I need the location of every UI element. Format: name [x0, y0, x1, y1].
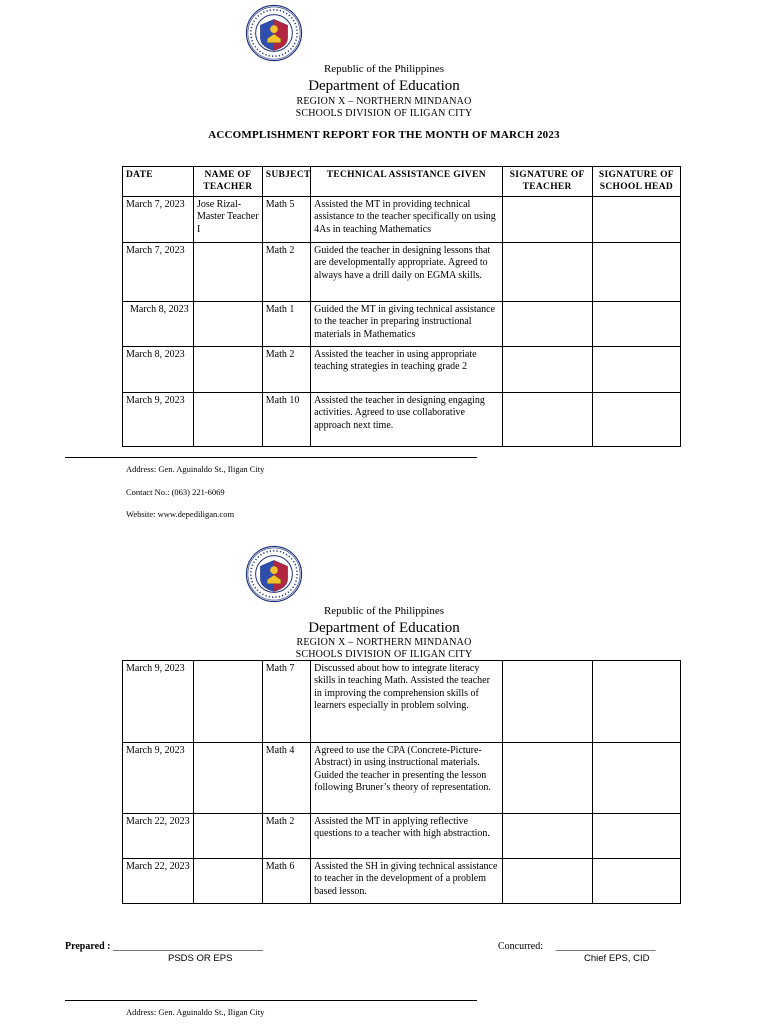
table-row	[123, 347, 681, 393]
cell-assistance: Assisted the MT in providing technical assistance to the teacher specifically on using 4As in teaching Mathematics	[311, 197, 502, 243]
header-signature-teacher: SIGNATURE OF TEACHER	[502, 167, 592, 197]
cell-subject: Math 2	[262, 814, 310, 859]
division-heading: SCHOOLS DIVISION OF ILIGAN CITY	[295, 108, 473, 119]
table-row	[123, 197, 681, 243]
republic-heading: Republic of the Philippines	[323, 605, 445, 617]
footer-contact: Contact No.: (063) 221-6069	[126, 487, 225, 497]
footer-divider	[65, 1000, 477, 1001]
cell-date: March 8, 2023	[123, 347, 194, 393]
cell-date: March 22, 2023	[123, 859, 194, 904]
cell-signature-teacher	[502, 393, 592, 447]
cell-signature-teacher	[502, 347, 592, 393]
cell-signature-teacher	[502, 661, 592, 743]
cell-assistance: Guided the teacher in designing lessons that are developmentally appropriate. Agreed to always have a drill daily on EGMA skills.	[311, 243, 502, 302]
cell-subject: Math 2	[262, 347, 310, 393]
cell-signature-head	[592, 859, 680, 904]
cell-date: March 22, 2023	[123, 814, 194, 859]
report-title: ACCOMPLISHMENT REPORT FOR THE MONTH OF MARCH 2023	[208, 129, 560, 141]
prepared-signature-line: ______________________________	[112, 941, 263, 952]
cell-signature-head	[592, 814, 680, 859]
table-row	[123, 814, 681, 859]
cell-date: March 7, 2023	[123, 243, 194, 302]
header-teacher-name: NAME OF TEACHER	[193, 167, 262, 197]
table-row	[123, 393, 681, 447]
prepared-label: Prepared :	[65, 941, 111, 952]
region-heading: REGION X – NORTHERN MINDANAO	[296, 637, 472, 648]
cell-teacher	[193, 393, 262, 447]
header-signature-school-head: SIGNATURE OF SCHOOL HEAD	[592, 167, 680, 197]
concurred-signature-line: ____________________	[555, 941, 656, 952]
cell-signature-teacher	[502, 743, 592, 814]
department-heading: Department of Education	[308, 620, 460, 636]
division-heading: SCHOOLS DIVISION OF ILIGAN CITY	[295, 649, 473, 660]
cell-signature-teacher	[502, 197, 592, 243]
table-row	[123, 859, 681, 904]
cell-signature-teacher	[502, 814, 592, 859]
cell-subject: Math 7	[262, 661, 310, 743]
accomplishment-table-page2	[122, 660, 681, 904]
cell-subject: Math 2	[262, 243, 310, 302]
cell-teacher: Jose Rizal- Master Teacher I	[193, 197, 262, 243]
cell-signature-head	[592, 302, 680, 347]
concurred-label: Concurred:	[498, 941, 543, 952]
cell-teacher	[193, 347, 262, 393]
deped-seal-logo	[245, 545, 303, 603]
header-subject: SUBJECT	[262, 167, 310, 197]
table-row	[123, 243, 681, 302]
cell-assistance: Assisted the MT in applying reflective questions to a teacher with high abstraction.	[311, 814, 502, 859]
region-heading: REGION X – NORTHERN MINDANAO	[296, 96, 472, 107]
cell-assistance: Assisted the SH in giving technical assistance to teacher in the development of a problem based lesson.	[311, 859, 502, 904]
cell-signature-head	[592, 393, 680, 447]
prepared-role: PSDS OR EPS	[168, 953, 233, 964]
footer-address: Address: Gen. Aguinaldo St., Iligan City	[126, 464, 265, 474]
cell-date: March 9, 2023	[123, 393, 194, 447]
cell-assistance: Agreed to use the CPA (Concrete-Picture-Abstract) in using instructional materials. Guided the teacher in presenting the lesson following Bruner’s theory of representation.	[311, 743, 502, 814]
department-heading: Department of Education	[308, 78, 460, 94]
cell-assistance: Discussed about how to integrate literacy skills in teaching Math. Assisted the teacher in improving the comprehension skills of learners especially in problem solving.	[311, 661, 502, 743]
table-row	[123, 661, 681, 743]
cell-teacher	[193, 661, 262, 743]
cell-date: March 9, 2023	[123, 661, 194, 743]
cell-signature-head	[592, 197, 680, 243]
cell-date: March 9, 2023	[123, 743, 194, 814]
cell-signature-head	[592, 661, 680, 743]
concurred-by-block	[498, 941, 656, 952]
prepared-by-block	[65, 941, 263, 952]
concurred-role: Chief EPS, CID	[584, 953, 650, 964]
cell-signature-teacher	[502, 302, 592, 347]
cell-signature-head	[592, 743, 680, 814]
cell-date: March 7, 2023	[123, 197, 194, 243]
footer-address: Address: Gen. Aguinaldo St., Iligan City	[126, 1007, 265, 1017]
cell-signature-teacher	[502, 859, 592, 904]
footer-divider	[65, 457, 477, 458]
republic-heading: Republic of the Philippines	[323, 63, 445, 75]
accomplishment-table-page1	[122, 166, 681, 447]
footer-website[interactable]: Website: www.depediligan.com	[126, 509, 235, 519]
cell-assistance: Assisted the teacher in designing engaging activities. Agreed to use collaborative approach next time.	[311, 393, 502, 447]
cell-teacher	[193, 302, 262, 347]
cell-date: March 8, 2023	[123, 302, 194, 347]
cell-subject: Math 1	[262, 302, 310, 347]
header-date: DATE	[123, 167, 194, 197]
cell-subject: Math 5	[262, 197, 310, 243]
cell-teacher	[193, 743, 262, 814]
cell-teacher	[193, 859, 262, 904]
cell-assistance: Assisted the teacher in using appropriate teaching strategies in teaching grade 2	[311, 347, 502, 393]
header-technical-assistance: TECHNICAL ASSISTANCE GIVEN	[311, 167, 502, 197]
table-row	[123, 743, 681, 814]
cell-subject: Math 6	[262, 859, 310, 904]
cell-teacher	[193, 243, 262, 302]
table-header-row	[123, 167, 681, 197]
table-row	[123, 302, 681, 347]
cell-signature-teacher	[502, 243, 592, 302]
cell-teacher	[193, 814, 262, 859]
cell-signature-head	[592, 243, 680, 302]
cell-assistance: Guided the MT in giving technical assistance to the teacher in preparing instructional materials in Mathematics	[311, 302, 502, 347]
cell-signature-head	[592, 347, 680, 393]
cell-subject: Math 4	[262, 743, 310, 814]
cell-subject: Math 10	[262, 393, 310, 447]
deped-seal-logo	[245, 4, 303, 62]
